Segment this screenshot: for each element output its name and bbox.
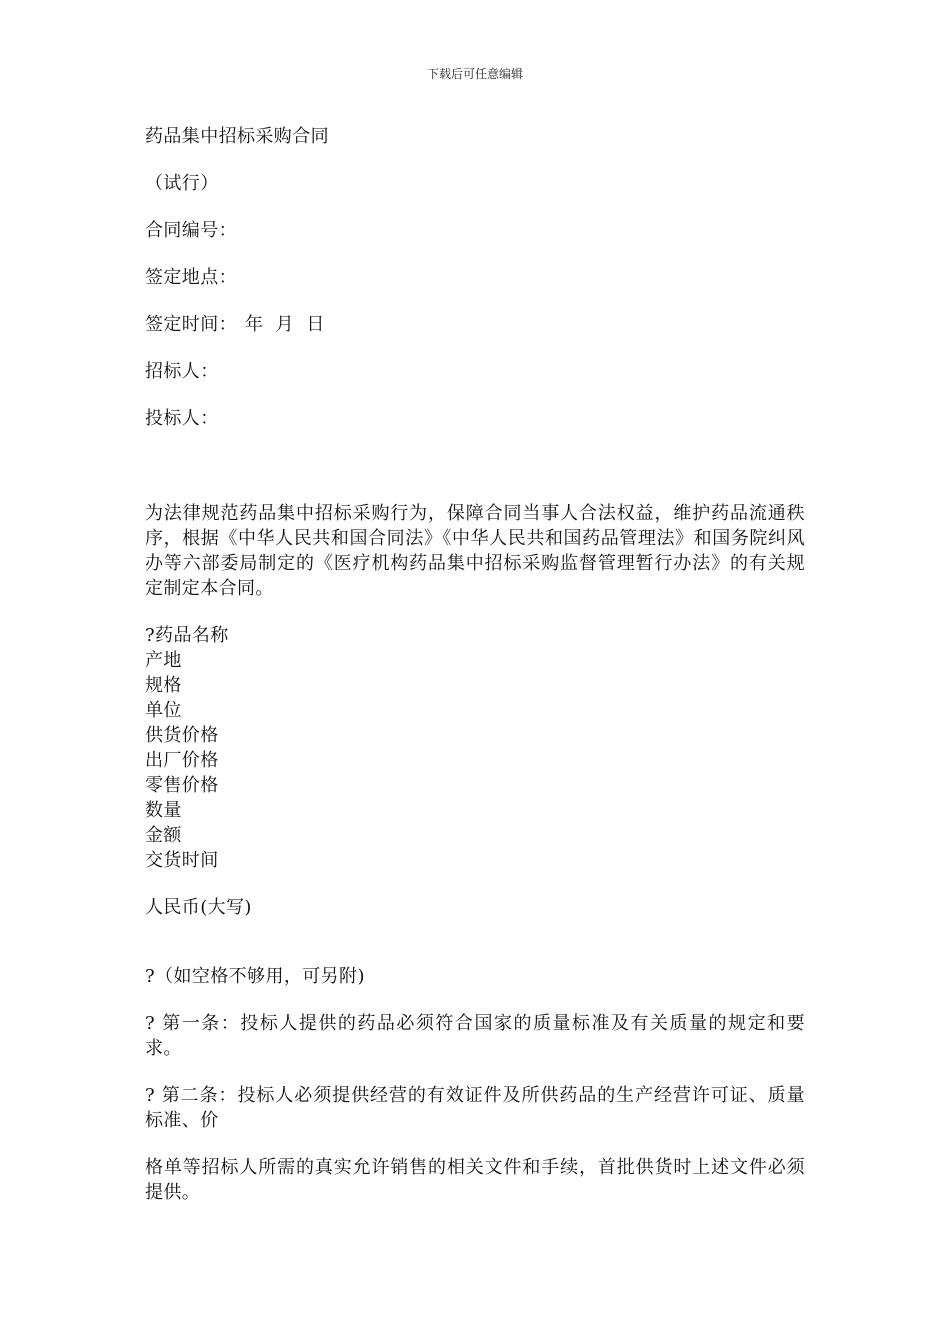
sign-time-label: 签定时间： bbox=[145, 314, 237, 335]
column-factory-price: 出厂价格 bbox=[145, 750, 219, 771]
column-delivery-time: 交货时间 bbox=[145, 850, 219, 871]
column-origin: 产地 bbox=[145, 650, 182, 671]
preamble-paragraph: 为法律规范药品集中招标采购行为，保障合同当事人合法权益，维护药品流通秩序，根据《中华人民共和国合同法》《中华人民共和国药品管理法》和国务院纠风办等六部委局制定的《医疗机构药品集中招标采购监督管理暂行办法》的有关规定制定本合同。 bbox=[145, 503, 805, 599]
blank-space-note: ?（如空格不够用，可另附) bbox=[145, 966, 365, 987]
column-quantity: 数量 bbox=[145, 800, 182, 821]
sign-time-month: 月 bbox=[275, 314, 295, 335]
column-amount: 金额 bbox=[145, 825, 182, 846]
column-specification: 规格 bbox=[145, 675, 182, 696]
sign-time-field bbox=[145, 312, 805, 337]
document-title: 药品集中招标采购合同 bbox=[145, 126, 329, 147]
article-2-part-2: 格单等招标人所需的真实允许销售的相关文件和手续，首批供货时上述文件必须提供。 bbox=[145, 1157, 805, 1203]
tenderer-field: 招标人： bbox=[145, 361, 219, 382]
column-supply-price: 供货价格 bbox=[145, 725, 219, 746]
bidder-field: 投标人： bbox=[145, 408, 219, 429]
contract-number-field: 合同编号： bbox=[145, 220, 237, 241]
article-2-part-1: ? 第二条：投标人必须提供经营的有效证件及所供药品的生产经营许可证、质量标准、价 bbox=[145, 1085, 805, 1131]
sign-time-year: 年 bbox=[245, 314, 264, 335]
document-body bbox=[145, 124, 805, 1205]
sign-time-day: 日 bbox=[306, 314, 325, 335]
sign-place-field: 签定地点： bbox=[145, 267, 237, 288]
table-column-list bbox=[145, 623, 805, 873]
document-subtitle: （试行） bbox=[145, 173, 219, 194]
column-unit: 单位 bbox=[145, 700, 182, 721]
column-retail-price: 零售价格 bbox=[145, 775, 219, 796]
rmb-uppercase-label: 人民币(大写) bbox=[145, 897, 252, 918]
column-drug-name: ?药品名称 bbox=[145, 625, 229, 646]
article-1: ? 第一条：投标人提供的药品必须符合国家的质量标准及有关质量的规定和要求。 bbox=[145, 1013, 805, 1059]
header-note: 下载后可任意编辑 bbox=[426, 67, 523, 81]
